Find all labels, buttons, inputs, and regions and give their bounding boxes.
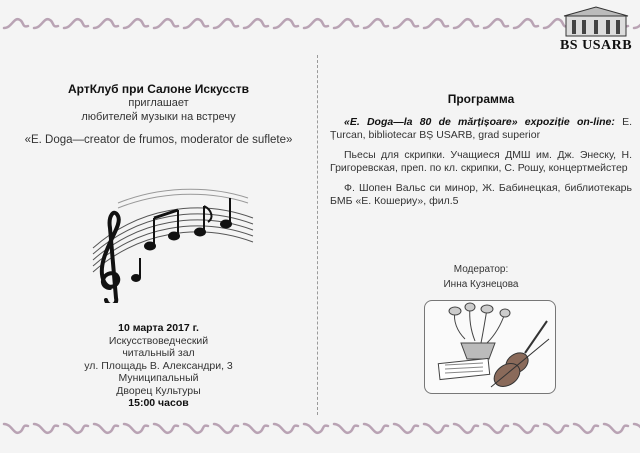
ornament-swirl <box>514 424 538 433</box>
violin-still-life-illustration <box>424 300 556 394</box>
music-notes-illustration <box>88 188 258 303</box>
event-time: 15:00 часов <box>128 397 189 409</box>
invites-text: приглашает <box>128 97 189 109</box>
logo-text: BS USARB <box>559 38 633 53</box>
ornament-swirl <box>394 424 418 433</box>
left-panel <box>0 82 317 146</box>
ornament-swirl <box>544 424 568 433</box>
ornament-swirl <box>34 19 58 28</box>
audience-text: любителей музыки на встречу <box>81 111 236 123</box>
ornament-swirl <box>124 19 148 28</box>
ornament-swirl <box>304 19 328 28</box>
ornament-swirl <box>214 424 238 433</box>
moderator-block <box>330 262 632 292</box>
ornament-swirl <box>454 19 478 28</box>
ornament-swirl <box>364 424 388 433</box>
venue-line: Муниципальный <box>118 372 199 384</box>
ornament-swirl <box>334 19 358 28</box>
moderator-name: Инна Кузнецова <box>443 279 519 290</box>
program-item-emphasis: «E. Doga—la 80 de mărțișoare» expoziție on-line: <box>344 116 615 128</box>
ornament-swirl <box>64 424 88 433</box>
program-panel <box>330 92 632 215</box>
ornament-swirl <box>214 19 238 28</box>
ornament-swirl <box>424 424 448 433</box>
ornament-swirl <box>424 19 448 28</box>
ornament-swirl <box>364 19 388 28</box>
ornament-swirl <box>154 19 178 28</box>
ornament-swirl <box>274 19 298 28</box>
program-item: Ф. Шопен Вальс си минор, Ж. Бабинецкая, библиотекарь БМБ «Е. Кошериу», фил.5 <box>330 182 632 207</box>
ornament-swirl <box>94 19 118 28</box>
event-details <box>0 322 317 410</box>
ornament-swirl <box>274 424 298 433</box>
ornament-swirl <box>484 19 508 28</box>
violin-icon <box>490 321 549 391</box>
bottom-ornament-border <box>0 420 640 442</box>
ornament-swirl <box>34 424 58 433</box>
program-item <box>330 116 632 142</box>
ornament-swirl <box>304 424 328 433</box>
program-item: Пьесы для скрипки. Учащиеся ДМШ им. Дж. Энеску, Н. Григоревская, преп. по кл. скрипки, С. Рошу, концертмейстер <box>330 149 632 174</box>
ornament-swirl <box>4 19 28 28</box>
ornament-swirl <box>604 424 628 433</box>
ornament-swirl <box>184 19 208 28</box>
ornament-swirl <box>64 19 88 28</box>
venue-line: Дворец Культуры <box>116 384 201 397</box>
building-icon <box>556 6 636 38</box>
program-item-text: E. Țurcan, bibliotecar BȘ USARB, grad superior <box>330 116 632 141</box>
top-ornament-border <box>0 10 640 32</box>
ornament-swirl <box>184 424 208 433</box>
fold-line <box>317 55 318 415</box>
ornament-swirl <box>394 19 418 28</box>
ornament-swirl <box>244 19 268 28</box>
library-logo <box>556 6 636 56</box>
program-title: Программа <box>447 92 515 106</box>
ornament-swirl <box>4 424 28 433</box>
venue-line: Искусствоведческий <box>108 334 209 347</box>
ornament-swirl <box>334 424 358 433</box>
event-name: «E. Doga—creator de frumos, moderator de suflete» <box>24 134 293 146</box>
ornament-swirl <box>514 19 538 28</box>
ornament-swirl <box>154 424 178 433</box>
event-date: 10 марта 2017 г. <box>118 322 199 334</box>
moderator-label: Модератор: <box>453 264 509 275</box>
club-title: АртКлуб при Салоне Искусств <box>67 82 250 96</box>
ornament-swirl <box>124 424 148 433</box>
venue-line: читальный зал <box>122 347 195 359</box>
ornament-swirl <box>94 424 118 433</box>
ornament-swirl <box>634 424 640 433</box>
ornament-swirl <box>244 424 268 433</box>
ornament-swirl <box>484 424 508 433</box>
ornament-swirl <box>574 424 598 433</box>
venue-line: ул. Площадь В. Александри, 3 <box>84 359 233 372</box>
ornament-swirl <box>454 424 478 433</box>
